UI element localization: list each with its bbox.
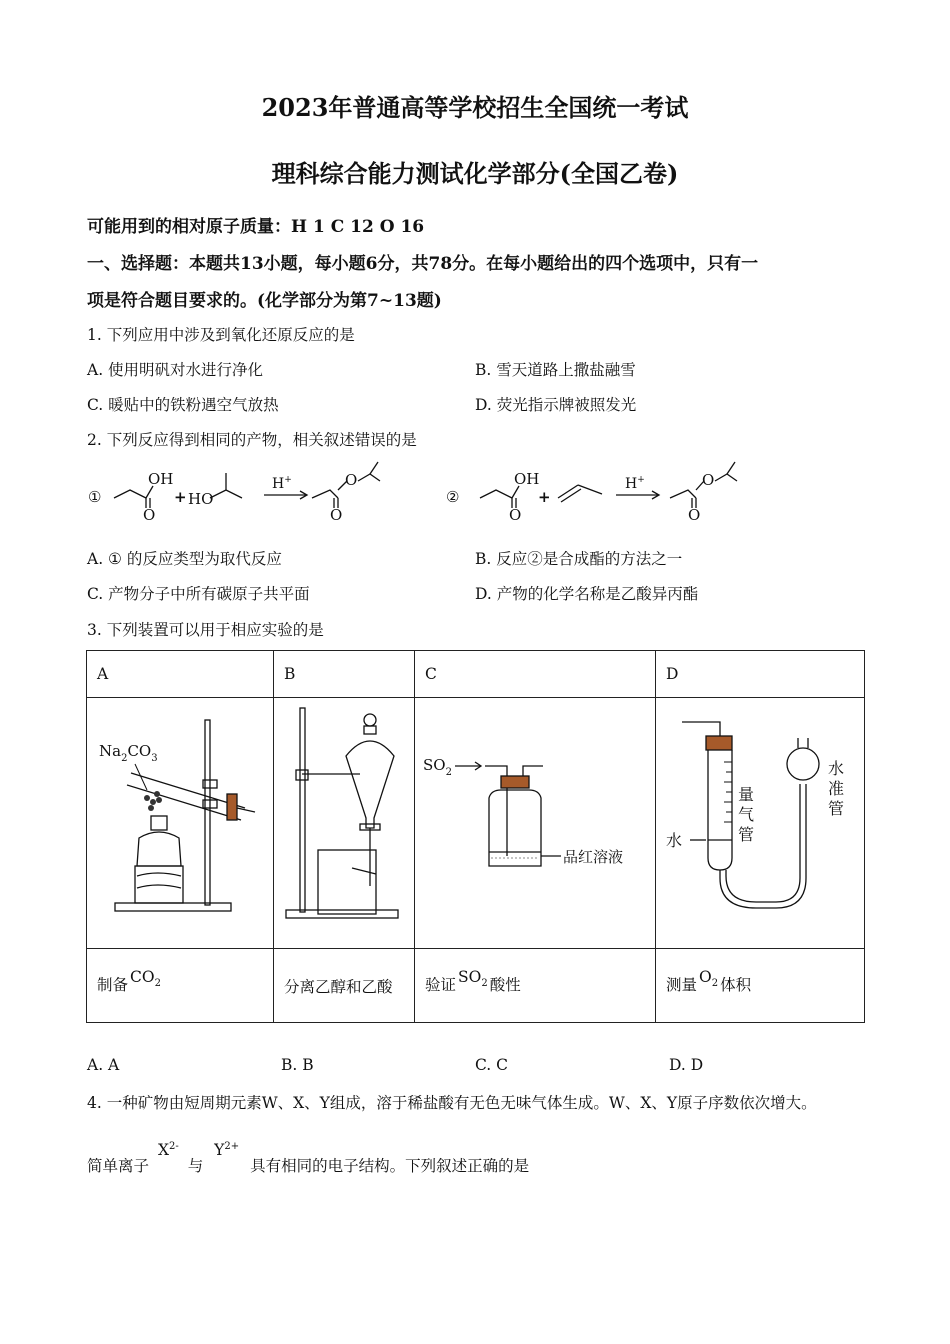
apparatus-b-separatory-funnel xyxy=(274,698,414,944)
question-2-stem: 2. 下列反应得到相同的产物，相关叙述错误的是 xyxy=(87,431,417,449)
question-3-option-b: B. B xyxy=(281,1056,314,1074)
question-1-stem: 1. 下列应用中涉及到氧化还原反应的是 xyxy=(87,326,355,344)
section-instructions-line2: 项是符合题目要求的。(化学部分为第7~13题) xyxy=(87,291,442,311)
question-4-text-post: 具有相同的电子结构。下列叙述正确的是 xyxy=(250,1157,530,1175)
question-4-stem-line2 xyxy=(87,1138,529,1178)
caption-a: 制备 $CO_2$ xyxy=(87,949,274,1023)
reaction-1-label: ① xyxy=(88,488,102,506)
section-instructions-line1: 一、选择题：本题共13小题，每小题6分，共78分。在每小题给出的四个选项中，只有一 xyxy=(87,254,759,274)
atom-label: O xyxy=(345,471,358,489)
water-label: 水 xyxy=(666,831,683,850)
apparatus-d-gas-burette xyxy=(656,698,864,944)
apparatus-d-cell xyxy=(656,698,865,949)
sulfur-dioxide-label: $SO_2$ xyxy=(423,756,452,778)
column-header-c: C xyxy=(415,651,656,698)
atom-label: O xyxy=(143,506,156,524)
atom-label: O xyxy=(688,506,701,524)
gas-burette-label-2: 气 xyxy=(738,805,755,824)
question-1-option-c: C. 暖贴中的铁粉遇空气放热 xyxy=(87,396,279,414)
exam-subtitle: 理科综合能力测试化学部分(全国乙卷) xyxy=(271,159,679,188)
caption-b: 分离乙醇和乙酸 xyxy=(274,949,415,1023)
apparatus-c-gas-washing-bottle xyxy=(415,698,655,944)
question-3-option-a: A. A xyxy=(87,1056,120,1074)
apparatus-table xyxy=(86,650,865,1023)
question-2-option-d: D. 产物的化学名称是乙酸异丙酯 xyxy=(475,585,699,603)
leveling-tube-label-3: 管 xyxy=(828,799,845,818)
atom-label: OH xyxy=(148,470,174,488)
atom-label: OH xyxy=(514,470,540,488)
question-3-stem: 3. 下列装置可以用于相应实验的是 xyxy=(87,621,324,639)
question-2-option-c: C. 产物分子中所有碳原子共平面 xyxy=(87,585,310,603)
column-header-b: B xyxy=(274,651,415,698)
column-header-a: A xyxy=(87,651,274,698)
question-3-option-d: D. D xyxy=(669,1056,704,1074)
ion-y: $Y^{2+}$ xyxy=(214,1140,240,1159)
ion-x: $X^{2-}$ xyxy=(157,1140,179,1159)
catalyst-label: H+ xyxy=(625,475,645,492)
catalyst-label: H+ xyxy=(272,475,292,492)
atom-label: O xyxy=(702,471,715,489)
apparatus-a-heating-tube xyxy=(87,698,273,944)
gas-burette-label-1: 量 xyxy=(738,785,755,804)
question-4-text-pre: 简单离子 xyxy=(87,1157,150,1175)
caption-d: 测量 $O_2$ 体积 xyxy=(656,949,865,1023)
column-header-d: D xyxy=(656,651,865,698)
question-3-option-c: C. C xyxy=(475,1056,509,1074)
question-1-option-a: A. 使用明矾对水进行净化 xyxy=(87,361,264,379)
question-4-stem-line1: 4. 一种矿物由短周期元素W、X、Y组成，溶于稀盐酸有无色无味气体生成。W、X、Y原子序数依次增大。 xyxy=(87,1094,817,1112)
magenta-solution-label: 品红溶液 xyxy=(563,848,624,866)
exam-title: 2023年普通高等学校招生全国统一考试 xyxy=(261,93,689,122)
atom-label: O xyxy=(330,506,343,524)
atom-label: HO xyxy=(188,490,214,508)
question-2-option-a: A. ① 的反应类型为取代反应 xyxy=(87,550,282,568)
sodium-carbonate-label: $Na_2CO_3$ xyxy=(99,742,158,764)
gas-burette-label-3: 管 xyxy=(738,825,755,844)
question-1-option-b: B. 雪天道路上撒盐融雪 xyxy=(475,361,636,379)
question-1-option-d: D. 荧光指示牌被照发光 xyxy=(475,396,637,414)
reaction-scheme xyxy=(80,458,870,528)
plus-sign: + xyxy=(174,488,187,506)
plus-sign: + xyxy=(538,488,551,506)
apparatus-b-cell xyxy=(274,698,415,949)
reaction-2-label: ② xyxy=(446,488,460,506)
acetic-acid-skeleton xyxy=(114,490,146,498)
apparatus-c-cell xyxy=(415,698,656,949)
caption-c: 验证 $SO_2$ 酸性 xyxy=(415,949,656,1023)
question-2-option-b: B. 反应②是合成酯的方法之一 xyxy=(475,550,683,568)
leveling-tube-label-2: 准 xyxy=(828,779,845,798)
question-4-text-mid: 与 xyxy=(187,1157,204,1175)
apparatus-a-cell xyxy=(87,698,274,949)
leveling-tube-label-1: 水 xyxy=(828,759,845,778)
atom-label: O xyxy=(509,506,522,524)
atomic-mass-note: 可能用到的相对原子质量：H 1 C 12 O 16 xyxy=(87,217,425,237)
